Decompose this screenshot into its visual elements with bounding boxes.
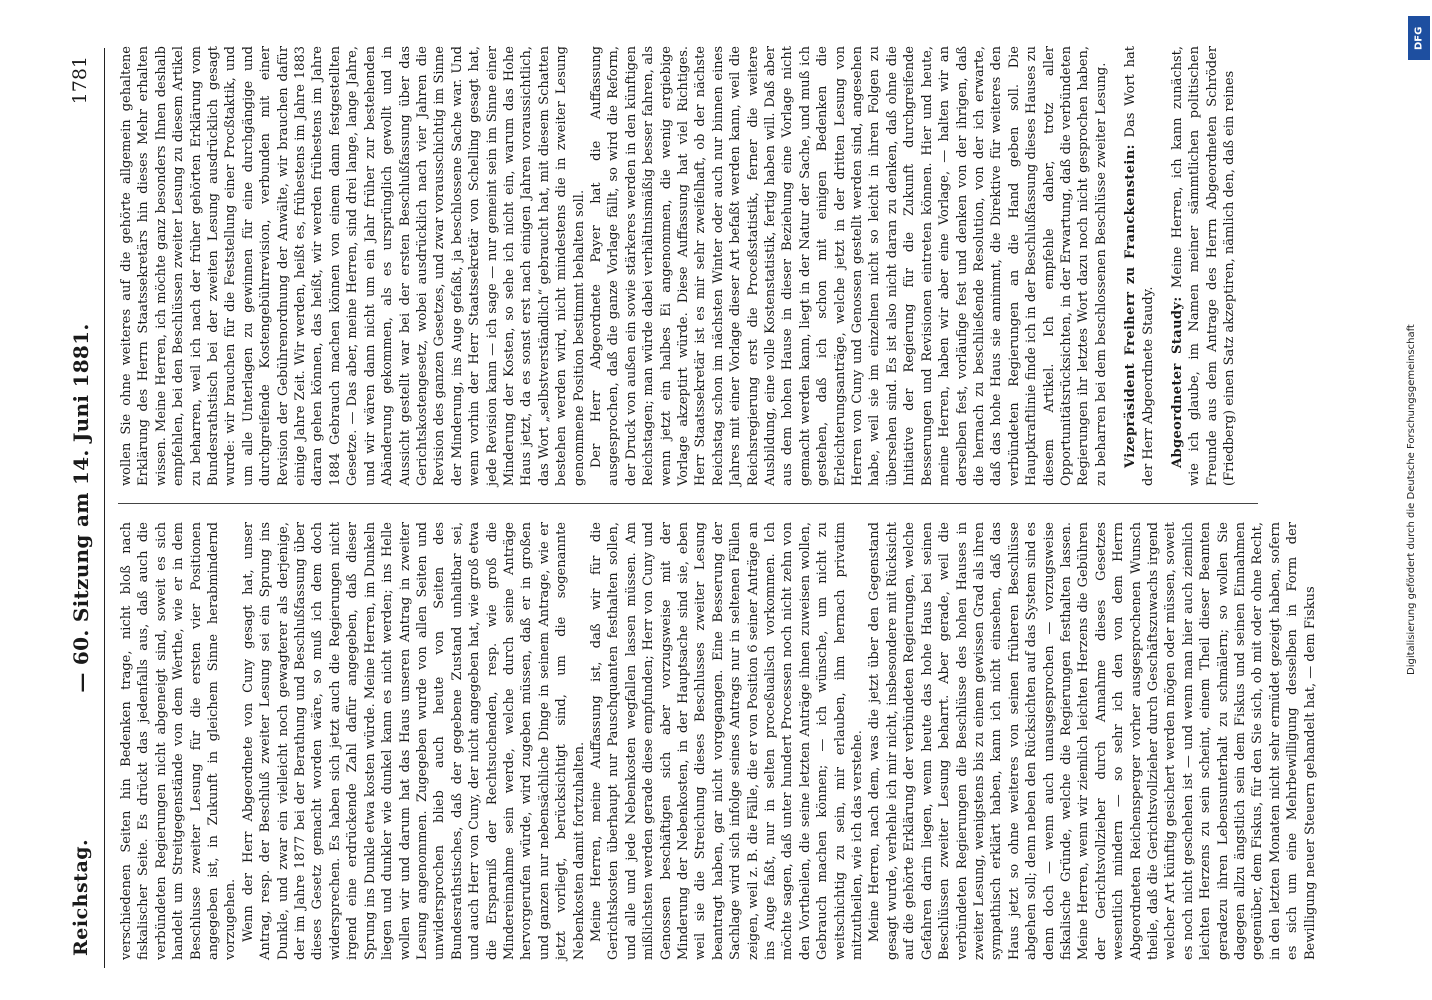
page-header [60, 48, 105, 968]
header-session-title: — 60. Sitzung am 14. Juni 1881. [69, 323, 93, 693]
spacer [1110, 46, 1122, 486]
speaker-name: Abgeordneter Staudy: [1169, 296, 1185, 468]
header-title-left: Reichstag. [70, 838, 92, 956]
speaker-name: Vizepräsident Freiherr zu Franckenstein: [1123, 144, 1139, 468]
paragraph: Der Herr Abgeordnete Payer hat die Auffassung ausgesprochen, daß die ganze Vorlage fällt, so wird die Reform, der Druck von außen ein sowie stärkeres werden in den künftigen Reichstagen; man würde dabei verhältnismäßig besser fahren, als wenn jetzt ein halbes Ei angenommen, die wenig ergiebige Vorlage akzeptirt würde. Diese Auffassung hat viel Richtiges. Herr Staatssekretär ist es mir sehr zweifelhaft, ob der nächste Reichstag schon im nächsten Winter oder auch nur binnen eines Jahres mit einer Vorlage dieser Art befaßt werden kann, weil die Reichsregierung erst die Proceßstatistik, ferner die weitere Ausbildung, eine volle Kostenstatistik, fertig haben will. Daß aber aus dem hohen Hause in dieser Beziehung eine Vorlage nicht gemacht werden kann, liegt in der Natur der Sache, und muß ich gestehen, daß ich schon mit einigen Bedenken die Erleichterungsanträge, welche jetzt in der dritten Lesung von Herren von Cuny und Genossen gestellt werden sind, angesehen habe, weil sie im einzelnen nicht so leicht in ihren Folgen zu übersehen sind. Es ist also nicht daran zu denken, daß ohne die Initiative der Regierung für die Zukunft durchgreifende Besserungen und Revisionen eintreten können. Hier und heute, meine Herren, haben wir aber eine Vorlage, — halten wir an derselben fest, vorläufige fest und denken von der ihrigen, daß die hernach zu beschließende Resolution, von der ich erwarte, daß das hohe Haus sie annimmt, die Direktive für weiteres den verbündeten Regierungen an die Hand geben soll. Die Hauptkraftlinie finde ich in der Beschlußfassung dieses Hauses zu diesem Artikel. Ich empfehle daher, trotz aller Opportunitätsrücksichten, in der Erwartung, daß die verbündeten Regierungen ihr letztes Wort dazu noch nicht gesprochen haben, zu beharren bei dem beschlossenen Beschlüsse zweiter Lesung. [588, 46, 1109, 486]
spacer [1157, 46, 1169, 486]
dfg-watermark: Digitalisierung gefördert durch die Deutsche Forschungsgemeinschaft [1406, 324, 1417, 676]
right-column [118, 46, 1239, 486]
presidency-remark [1122, 46, 1157, 486]
paragraph: Meine Herren, nach dem, was die jetzt über den Gegenstand gesagt wurde, verhehle ich mir nicht, insbesondere mit Rücksicht auf die gehörte Erklärung der verbündeten Regierungen, welche Gefahren darin liegen, wenn heute das hohe Haus bei seinen Beschlüssen zweiter Lesung beharrt. Aber gerade, weil die verbündeten Regierungen die Beschlüsse des hohen Hauses in zweiter Lesung, wenigstens bis zu einem gewissen Grad als ihren sympathisch erklärt haben, kann ich nicht einsehen, daß das Haus jetzt so ohne weiteres von seinen früheren Beschlüsse abgehen soll; denn neben den Rücksichten auf das System sind es denn doch — wenn auch unausgesprochen — vorzugsweise fiskalische Gründe, welche die Regierungen festhalten lassen. Meine Herren, wenn wir ziemlich leichten Herzens die Gebühren der Gerichtsvollzieher durch Annahme dieses Gesetzes wesentlich mindern — so sehr ich den von dem Herrn Abgeordneten Reichensperger vorher ausgesprochenen Wunsch theile, daß die Gerichtsvollzieher durch Geschäftszuwachs irgend welcher Art künftig gesichert werden mögen oder müssen, soweit es noch nicht geschehen ist — und wenn man hier auch ziemlich leichten Herzens zu sein scheint, einem Theil dieser Beamten geradezu ihren Lebensunterhalt zu schmälern; so wollen Sie dagegen allzu ängstlich sein dem Fiskus und seinen Einnahmen gegenüber, dem Fiskus, für den Sie sich, ob mit oder ohne Recht, in den letzten Monaten nicht sehr ermüdet gezeigt haben, sofern es sich um eine Mehrbewilligung desselben in Form der Bewilligung neuer Steuern gehandelt hat, — dem Fiskus [867, 522, 1318, 960]
paragraph: wollen Sie ohne weiteres auf die gehörte allgemein gehaltene Erklärung des Herrn Staatssekretärs hin dieses Mehr erhalten wissen. Meine Herren, ich möchte ganz besonders Ihnen deshalb empfehlen, bei den Beschlüssen zweiter Lesung zu diesem Artikel zu beharren, weil ich nach der früher gehörten Erklärung vom Bundesrathstisch bei der zweiten Lesung ausdrücklich gesagt wurde: wir brauchen für die Feststellung einer Procßtaktik, und um alle Unterlagen zu gewinnen für eine durchgängige und durchgreifende Kostengebührrevision, verbunden mit einer Revision der Gebührenordnung der Anwälte, wir brauchen dafür einige Jahre Zeit. Wir werden, heißt es, frühestens im Jahre 1883 daran gehen können, das heißt, wir werden frühestens im Jahre 1884 Gebrauch machen können von einem dann festgestellten Gesetze. — Das aber, meine Herren, sind drei lange, lange Jahre, und wir wären dann nicht um ein Jahr früher zur bestehenden Abänderung gekommen, als es ursprünglich gewollt und in Aussicht gestellt war bei der ersten Beschlußfassung über das Gerichtskostengesetz, wobei ausdrücklich nach vier Jahren die Revision des ganzen Gesetzes, und zwar vorausschichtig im Sinne der Minderung, ins Auge gefaßt, ja beschlossene Sache war. Und wenn vorhin der Herr Staatssekretär von Schelling gesagt hat, jede Revision kann — ich sage — nur gemeint sein im Sinne einer Minderung der Kosten, so sehe ich nicht ein, warum das Hohe Haus jetzt, da es sonst erst nach einigen Jahren voraussichtlich, das Wort „selbstverständlich“ gebraucht hat, mit diesem Schatten bestehen werden wird, nicht mindestens die in zweiter Lesung genommene Position bestimmt behalten soll. [119, 46, 587, 486]
paragraph: Meine Herren, meine Auffassung ist, daß wir für die Gerichtskosten überhaupt nur Pauschquanten festhalten sollen, und alle und jede Nebenkosten wegfallen lassen müssen. Am mißlichsten werden gerade diese empfunden; Herr von Cuny und Genossen beschäftigen sich aber vorzugsweise mit der Minderung der Nebenkosten, in der Hauptsache sind sie, eben weil sie die Streichung dieses Beschlusses zweiter Lesung beantragt haben, gar nicht vorgegangen. Eine Besserung der Sachlage wird sich infolge seines Antrags nur in seltenen Fällen zeigen, weil z. B. die Fälle, die er von Position 6 seiner Anträge an ins Auge faßt, nur in selten proceßualisch vorkommen. Ich möchte sagen, daß unter hundert Processen noch nicht zehn von den Vortheilen, die seine letzten Anträge ihnen zuweisen wollen, Gebrauch machen können; — ich wünsche, um nicht zu weitschichtig zu sein, mir erlauben, ihm hernach privatim mitzutheilen, wie ich das verstehe. [588, 522, 866, 960]
paragraph: Wenn der Herr Abgeordnete von Cuny gesagt hat, unser Antrag, resp. der Beschluß zweiter Lesung sei ein Sprung ins Dunkle, und zwar ein vielleicht noch gewagterer als derjenige, der im Jahre 1877 bei der Berathung und Beschlußfassung über dieses Gesetz gemacht worden wäre, so muß ich dem doch widersprechen. Es haben sich jetzt auch die Regierungen nicht irgend eine erdrückende Zahl dafür angegeben, daß dieser Sprung ins Dunkle etwa kosten würde. Meine Herren, im Dunkeln liegen und dunkler wie dunkel kann es nicht werden; ins Helle wollen wir und darum hat das Haus unseren Antrag in zweiter Lesung angenommen. Zugegeben wurde von allen Seiten und unwidersprochen blieb auch heute von Seiten des Bundesrathstisches, daß der gegebene Zustand unhaltbar sei, und auch Herr von Cuny, der nicht angegeben hat, wie groß etwa die Ersparniß der Rechtsuchenden, resp. wie groß die Mindereinnahme sein werde, welche durch seine Anträge hervorgerufen würde, wird zugeben müssen, daß er in großen und ganzen nur nebensächliche Dinge in seinem Antrage, wie er jetzt vorliegt, berücksichtigt sind, um die sogenannte Nebenkosten damit fortzuhalten. [240, 522, 587, 960]
dfg-logo: DFG [1408, 16, 1430, 60]
remark-text: Das Wort hat der Herr Abgeordnete Staudy. [1123, 45, 1156, 486]
column-divider [118, 503, 1258, 504]
speech-opening [1169, 46, 1239, 486]
paragraph: verschiedenen Seiten hin Bedenken trage, nicht bloß nach fiskalischer Seite. Es drückt das jedenfalls aus, daß auch die verbündeten Regierungen nicht abgeneigt sind, soweit es sich handelt um Streitgegenstände von dem Werthe, wie er in dem Beschlusse zweiter Lesung für die ersten vier Positionen angegeben ist, in Zukunft in gleichem Sinne herabmindernd vorzugehen. [119, 522, 239, 960]
speech-text: Meine Herren, ich kann zunächst, wie ich glaube, im Namen meiner sämmtlichen politischen Freunde aus dem Antrage des Herrn Abgeordneten Schröder (Friedberg) einen Satz akzeptiren, nämlich den, daß ein reines [1169, 45, 1238, 486]
left-column [118, 522, 1319, 960]
page-number: 1781 [69, 56, 91, 105]
